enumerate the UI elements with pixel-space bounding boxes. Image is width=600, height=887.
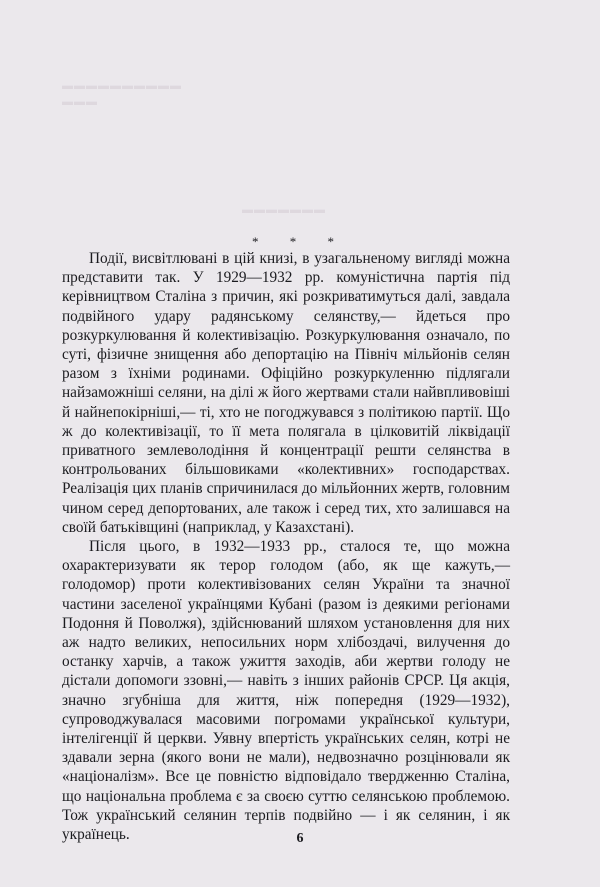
paragraph: Після цього, в 1932—1933 рр., сталося те, що можна охарактеризувати як терор голодом (або, як ще кажуть,— голодомор) проти колективізованих селян України та значної частини заселеної українцями Кубані (разом із деякими регіонами Подоння й Поволжя), здійснюваний шляхом установлення для них аж надто великих, непосильних норм хлібоздачі, вилучення до останку харчів, а також ужиття заходів, аби жертви голоду не дістали допомоги ззовні,— навіть з інших районів СРСР. Ця акція, значно згубніша для життя, ніж попередня (1929—1932), супроводжувалася масовими погромами української культури, інтелігенції й церкви. Уявну впертість українських селян, котрі не здавали зерна (якого вони не мали), недвозначно розцінювали як «націоналізм». Все це повністю відповідало твердженню Сталіна, що національна проблема є за своєю суттю селянською проблемою. Тож український селянин терпів подвійно — і як селянин, і як українець.	[62, 538, 510, 844]
bleed-through-heading: ▬▬▬▬▬▬▬	[242, 204, 326, 216]
paragraph: Події, висвітлювані в цій книзі, в узагальненому вигляді можна представити так. У 1929—1932 рр. комуністична партія під керівництвом Сталіна з причин, які розкриватимуться далі, завдала подвійного удару радянському селянству,— йдеться про розкуркулювання й колективізацію. Розкуркулювання означало, по суті, фізичне знищення або депортацію на Північ мільйонів селян разом з їхніми родинами. Офіційно розкуркуленню підлягали найзаможніші селяни, на ділі ж його жертвами стали найвпливовіші й найнепокірніші,— ті, хто не погоджувався з політикою партії. Що ж до колективізації, то її мета полягала в цілковитій ліквідації приватного землеволодіння й концентрації решти селянства в контрольованих більшовиками «колективних» господарствах. Реалізація цих планів спричинилася до мільйонних жертв, головним чином серед депортованих, але також і серед тих, хто залишався на своїй батьківщині (наприклад, у Казахстані).	[62, 250, 510, 536]
bleed-through-text: ▬▬▬	[62, 96, 98, 108]
main-text	[62, 249, 510, 844]
page-number: 6	[296, 831, 304, 846]
bleed-through-text: ▬▬▬▬▬▬▬▬▬▬	[62, 80, 182, 92]
section-separator: * * *	[252, 234, 348, 249]
